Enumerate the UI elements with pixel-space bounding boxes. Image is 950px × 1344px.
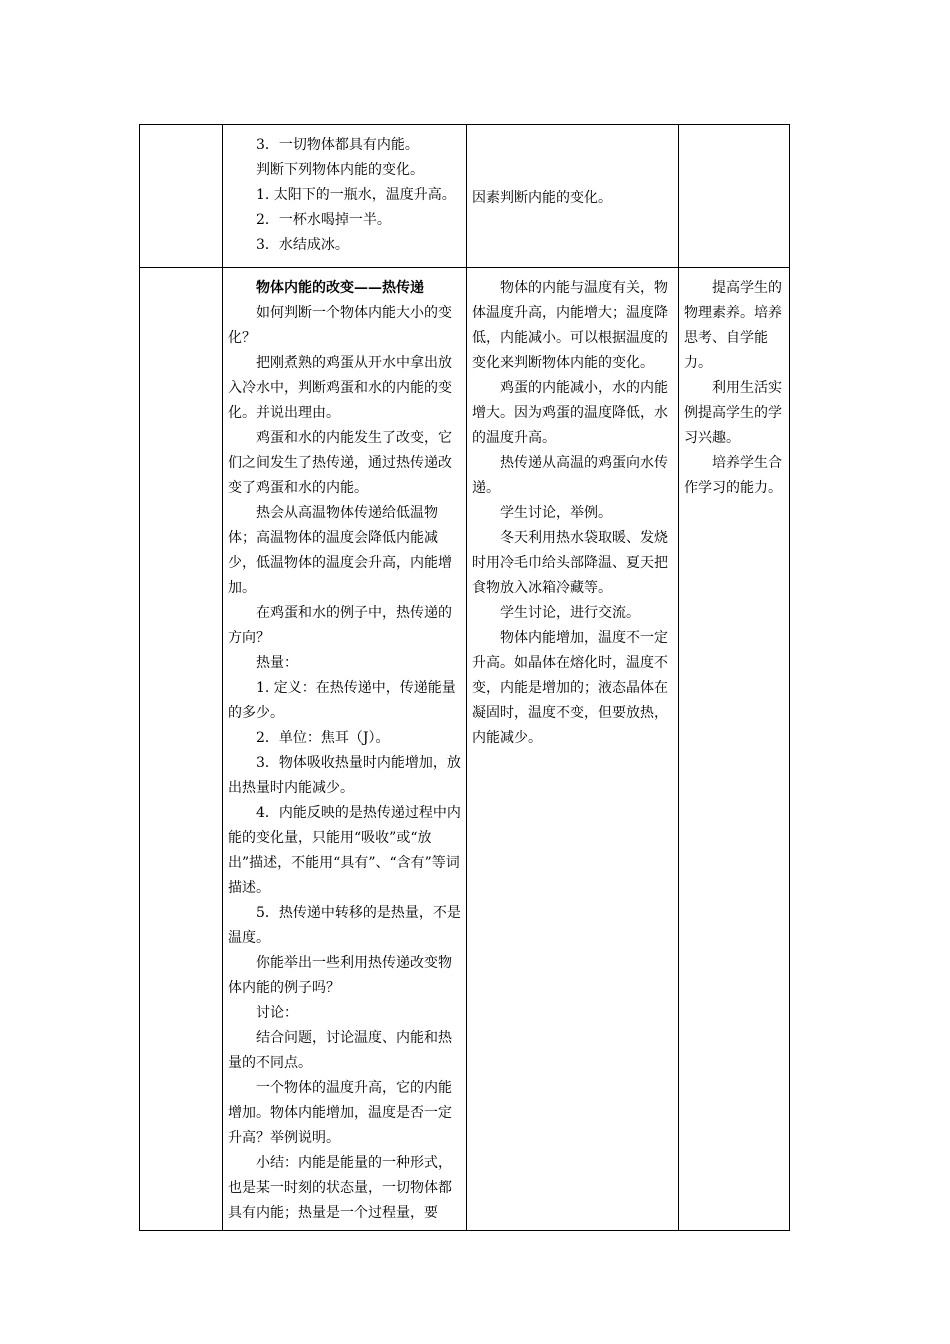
paragraph: 判断下列物体内能的变化。: [256, 162, 424, 178]
paragraph: 鸡蛋和水的内能发生了改变，它们之间发生了热传递，通过热传递改变了鸡蛋和水的内能。: [228, 430, 452, 496]
section-heading: 物体内能的改变——热传递: [256, 280, 424, 296]
row2-student-activity: [467, 268, 679, 1231]
paragraph: 热量：: [256, 655, 298, 671]
paragraph: 把刚煮熟的鸡蛋从开水中拿出放入冷水中，判断鸡蛋和水的内能的变化。并说出理由。: [228, 355, 452, 421]
paragraph: 热会从高温物体传递给低温物体；高温物体的温度会降低内能减少，低温物体的温度会升高，内能增加。: [228, 505, 452, 596]
paragraph: 培养学生合作学习的能力。: [684, 455, 782, 496]
paragraph: 2．一杯水喝掉一半。: [256, 212, 391, 228]
paragraph: 冬天利用热水袋取暖、发烧时用冷毛巾给头部降温、夏天把食物放入冰箱冷藏等。: [472, 530, 668, 596]
paragraph: 3．水结成冰。: [256, 237, 349, 253]
paragraph: 提高学生的物理素养。培养思考、自学能力。: [684, 280, 782, 371]
paragraph: 你能举出一些利用热传递改变物体内能的例子吗？: [228, 955, 452, 996]
paragraph: 2．单位：焦耳（J）。: [256, 730, 390, 746]
paragraph: 结合问题，讨论温度、内能和热量的不同点。: [228, 1030, 452, 1071]
row1-col1: [140, 125, 223, 268]
paragraph: 4．内能反映的是热传递过程中内能的变化量，只能用“吸收”或“放出”描述，不能用“具有”、“含有”等词描述。: [228, 805, 461, 896]
paragraph: 在鸡蛋和水的例子中，热传递的方向？: [228, 605, 452, 646]
paragraph: 热传递从高温的鸡蛋向水传递。: [472, 455, 668, 496]
paragraph: 物体内能增加，温度不一定升高。如晶体在熔化时，温度不变，内能是增加的；液态晶体在凝固时，温度不变，但要放热，内能减少。: [472, 630, 668, 746]
paragraph: 小结：内能是能量的一种形式，也是某一时刻的状态量，一切物体都具有内能；热量是一个过程量，要: [228, 1155, 452, 1221]
paragraph: 3．物体吸收热量时内能增加，放出热量时内能减少。: [228, 755, 461, 796]
paragraph: 物体的内能与温度有关，物体温度升高，内能增大；温度降低，内能减小。可以根据温度的变化来判断物体内能的变化。: [472, 280, 668, 371]
paragraph: 学生讨论，举例。: [500, 505, 612, 521]
paragraph: 利用生活实例提高学生的学习兴趣。: [684, 380, 782, 446]
row2-design-intent: [679, 268, 790, 1231]
row1-teacher-activity: [223, 125, 467, 268]
paragraph: 学生讨论，进行交流。: [500, 605, 640, 621]
table-row: [140, 268, 790, 1231]
row1-student-activity: [467, 125, 679, 268]
paragraph: 1. 太阳下的一瓶水，温度升高。: [256, 187, 456, 203]
paragraph: 3．一切物体都具有内能。: [256, 137, 419, 153]
row2-teacher-activity: [223, 268, 467, 1231]
paragraph: 如何判断一个物体内能大小的变化？: [228, 305, 452, 346]
table-row: [140, 125, 790, 268]
paragraph: 讨论：: [256, 1005, 298, 1021]
paragraph: 鸡蛋的内能减小，水的内能增大。因为鸡蛋的温度降低，水的温度升高。: [472, 380, 668, 446]
row1-design-intent: [679, 125, 790, 268]
lesson-plan-table: [139, 124, 790, 1231]
paragraph: 因素判断内能的变化。: [472, 189, 612, 206]
paragraph: 一个物体的温度升高，它的内能增加。物体内能增加，温度是否一定升高？举例说明。: [228, 1080, 452, 1146]
row2-col1: [140, 268, 223, 1231]
paragraph: 5．热传递中转移的是热量，不是温度。: [228, 905, 461, 946]
paragraph: 1. 定义：在热传递中，传递能量的多少。: [228, 680, 456, 721]
